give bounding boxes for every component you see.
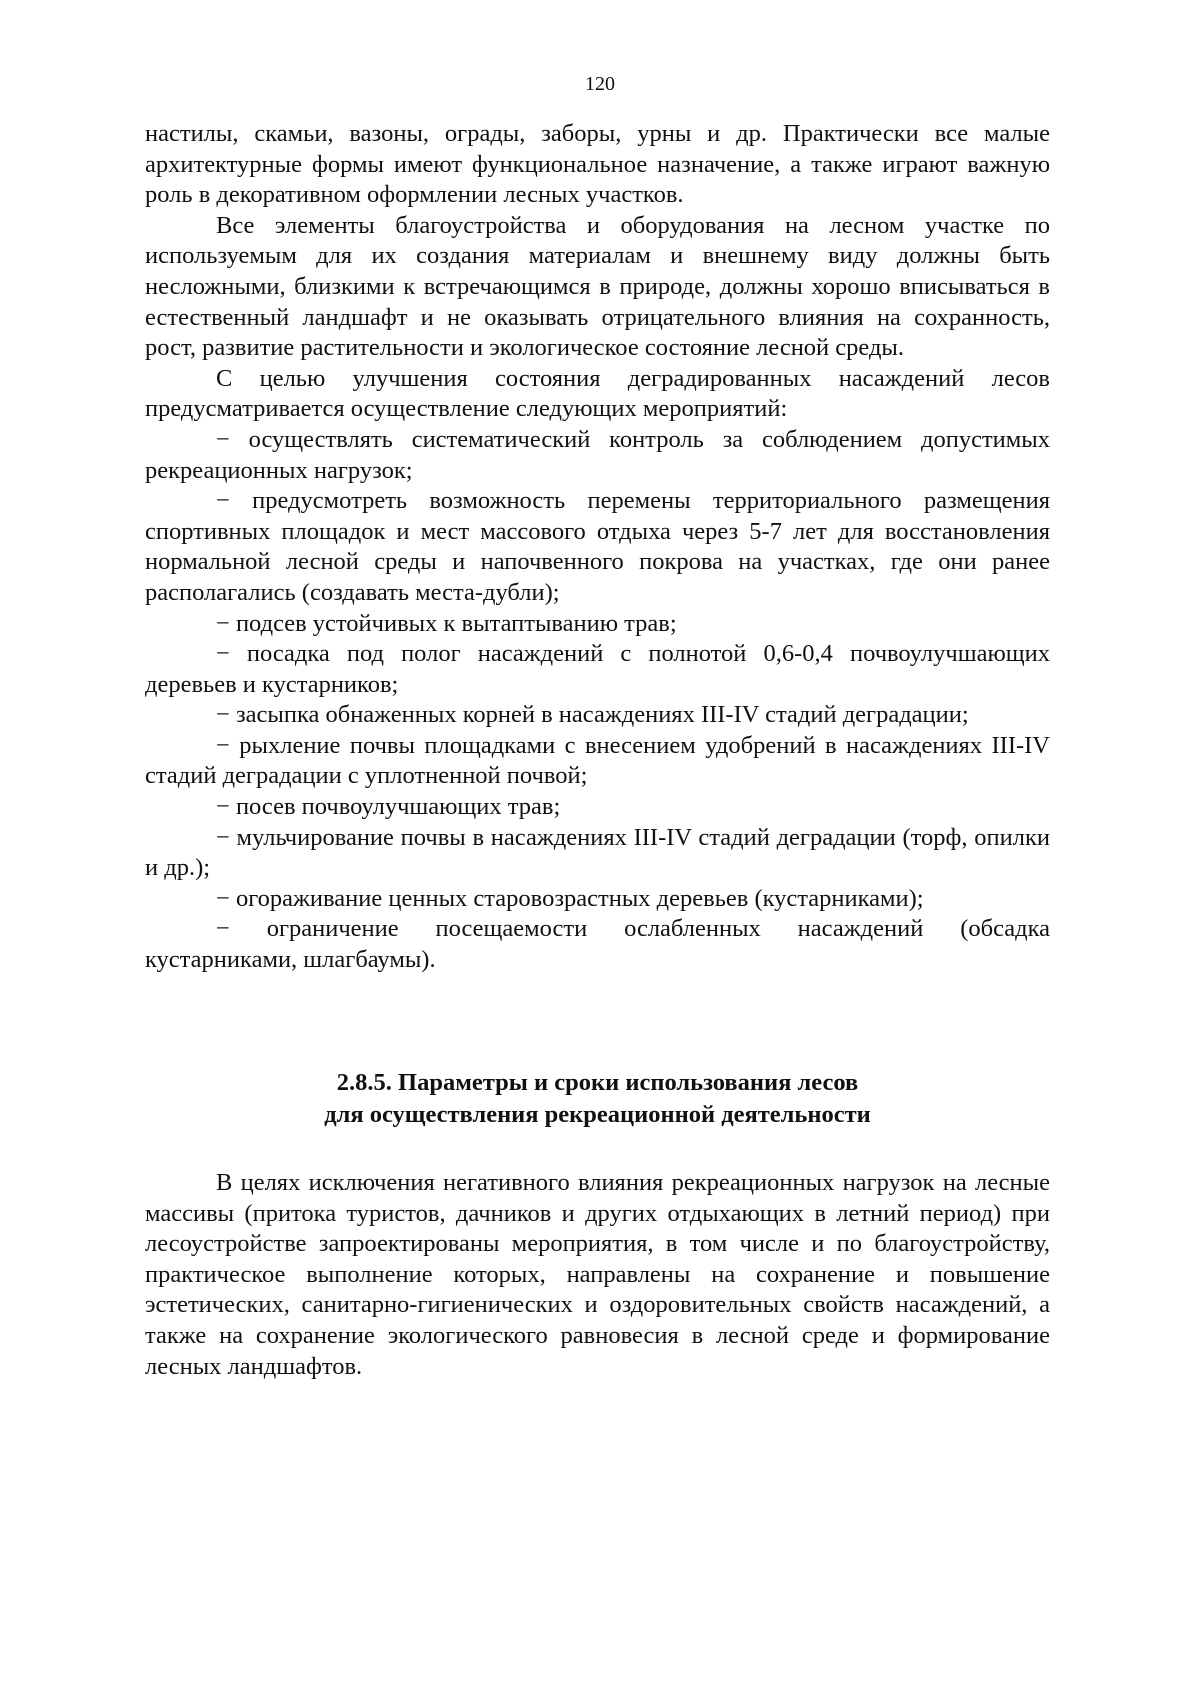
- paragraph-recreation-measures: В целях исключения негативного влияния рекреационных нагрузок на лесные массивы (притока туристов, дачников и других отдыхающих в летний период) при лесоустройстве запроектированы мероприятия, в том числе и по благоустройству, практическое выполнение которых, направлены на сохранение и повышение эстетических, санитарно-гигиенических и оздоровительных свойств насаждений, а также на сохранение экологического равновесия в лесной среде и формирование лесных ландшафтов.: [145, 1169, 1050, 1380]
- list-item: − рыхление почвы площадками с внесением удобрений в насаждениях III-IV стадий деградации с уплотненной почвой;: [145, 731, 1050, 790]
- list-item: − мульчирование почвы в насаждениях III-IV стадий деградации (торф, опилки и др.);: [145, 823, 1050, 882]
- list-item: − предусмотреть возможность перемены территориального размещения спортивных площадок и мест массового отдыха через 5-7 лет для восстановления нормальной лесной среды и напочвенного покрова на участках, где они ранее располагались (создавать места-дубли);: [145, 487, 1050, 606]
- section-heading: [145, 1067, 1050, 1131]
- section-heading-line-1: 2.8.5. Параметры и сроки использования лесов: [336, 1069, 859, 1096]
- paragraph-measures-intro: С целью улучшения состояния деградированных насаждений лесов предусматривается осуществление следующих мероприятий:: [145, 364, 1050, 423]
- paragraph-improvement-elements: Все элементы благоустройства и оборудования на лесном участке по используемым для их создания материалам и внешнему виду должны быть несложными, близкими к встречающимся в природе, должны хорошо вписываться в естественный ландшафт и не оказывать отрицательного влияния на сохранность, рост, развитие растительности и экологическое состояние лесной среды.: [145, 211, 1050, 362]
- list-item: − огораживание ценных старовозрастных деревьев (кустарниками);: [216, 884, 924, 912]
- list-item: − посев почвоулучшающих трав;: [216, 793, 561, 821]
- list-item: − засыпка обнаженных корней в насаждениях III-IV стадий деградации;: [216, 701, 969, 729]
- section-body-text: [145, 1168, 1050, 1382]
- body-text: [145, 119, 1050, 976]
- section-heading-line-2: для осуществления рекреационной деятельности: [324, 1101, 871, 1128]
- paragraph-continuation: настилы, скамьи, вазоны, ограды, заборы, урны и др. Практически все малые архитектурные формы имеют функциональное назначение, а также играют важную роль в декоративном оформлении лесных участков.: [145, 120, 1050, 209]
- list-item: − ограничение посещаемости ослабленных насаждений (обсадка кустарниками, шлагбаумы).: [145, 915, 1050, 974]
- list-item: − подсев устойчивых к вытаптыванию трав;: [216, 609, 677, 637]
- list-item: − посадка под полог насаждений с полнотой 0,6-0,4 почвоулучшающих деревьев и кустарников;: [145, 640, 1050, 698]
- page-number: 120: [585, 73, 615, 95]
- list-item: − осуществлять систематический контроль за соблюдением допустимых рекреационных нагрузок;: [145, 425, 1050, 484]
